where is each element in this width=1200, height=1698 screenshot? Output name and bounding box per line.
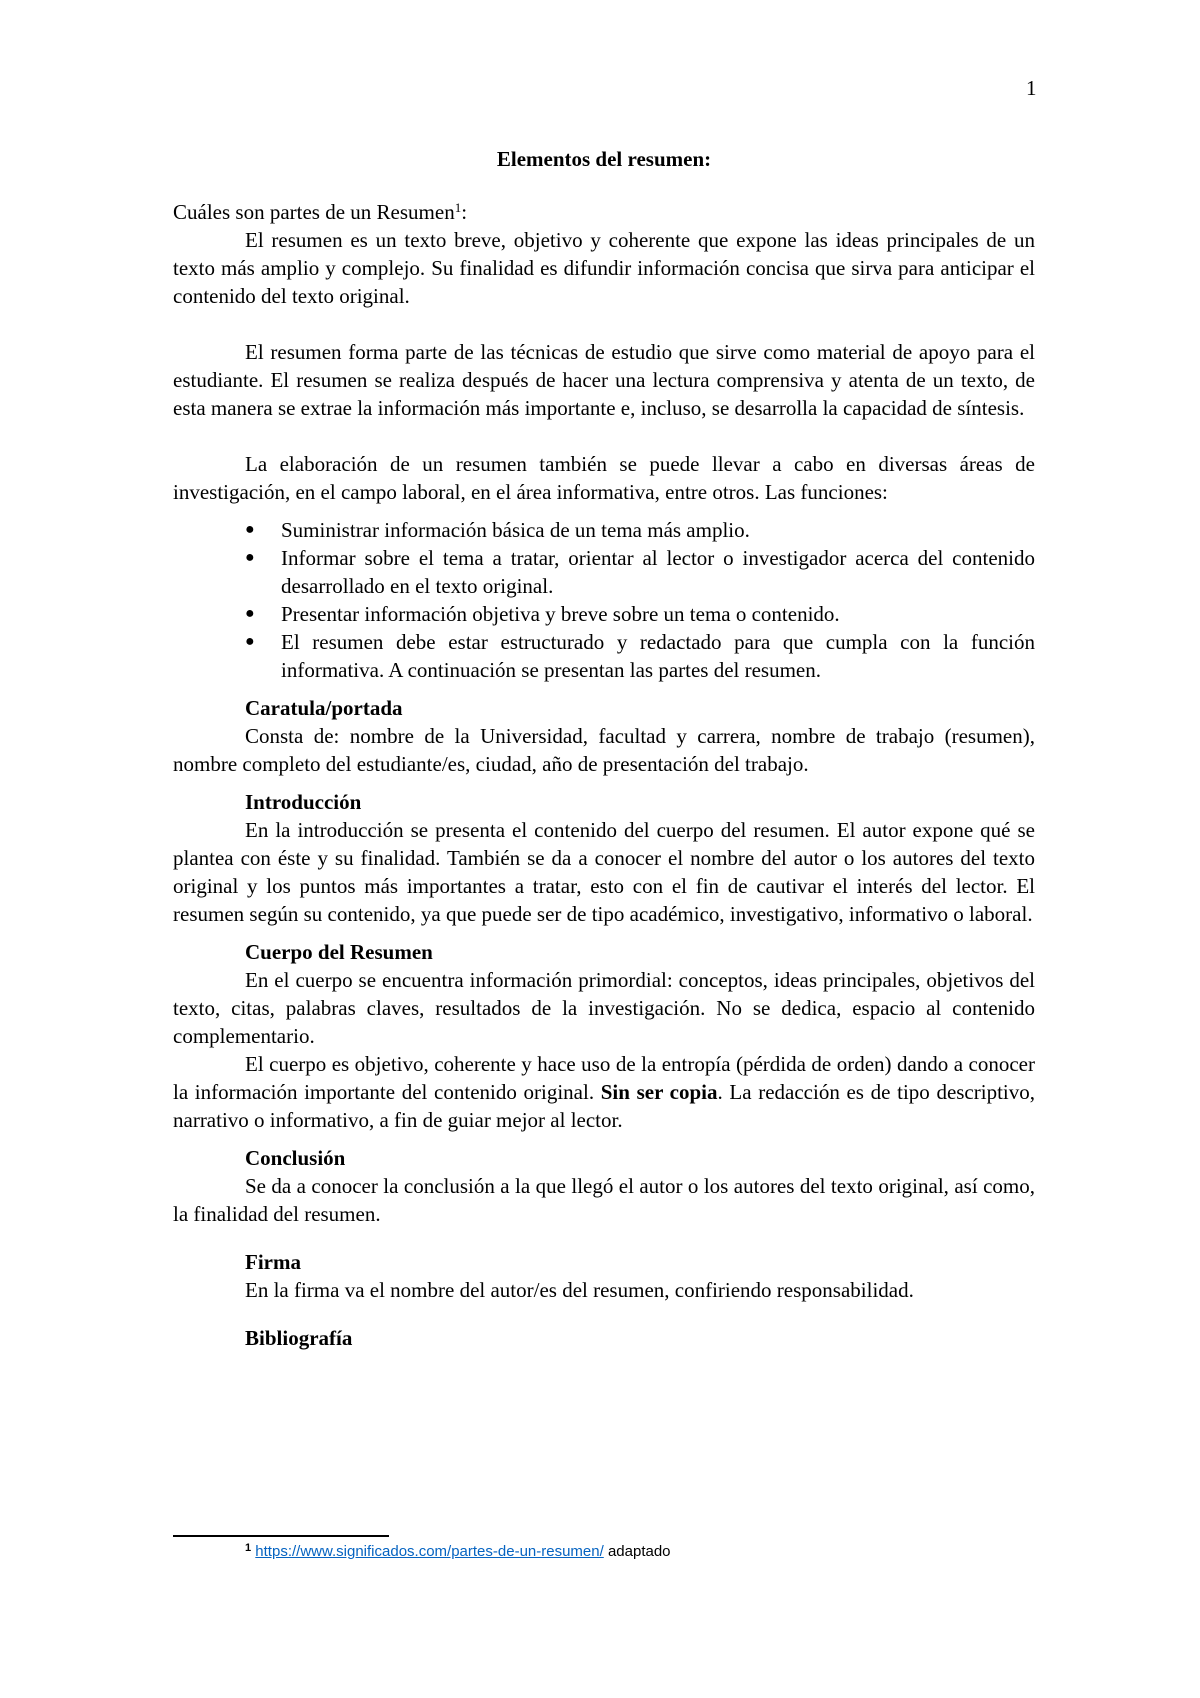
intro-question (173, 198, 1035, 226)
section-heading-cuerpo: Cuerpo del Resumen (245, 940, 433, 964)
footnote-suffix: adaptado (603, 1543, 671, 1560)
footnote-reference[interactable]: 1 (454, 200, 462, 215)
section-heading-introduccion: Introducción (245, 790, 362, 814)
footnote-separator (173, 1535, 389, 1537)
list-item-text: Suministrar información básica de un tema más amplio. (281, 518, 750, 542)
bullet-icon: ● (245, 605, 255, 622)
document-body (173, 145, 1035, 1352)
bullet-icon: ● (245, 549, 255, 566)
footnote (245, 1543, 671, 1560)
section-text-cuerpo-1: En el cuerpo se encuentra información primordial: conceptos, ideas principales, objetivos del texto, citas, palabras claves, resultados de la investigación. No se dedica, espacio al contenido complementario. (173, 968, 1035, 1048)
cuerpo-bold-emphasis: Sin ser copia (600, 1080, 718, 1104)
footnote-link[interactable]: https://www.significados.com/partes-de-un-resumen/ (255, 1543, 604, 1560)
footnote-marker: 1 (245, 1542, 252, 1554)
list-item (173, 628, 1035, 684)
section-heading-conclusion: Conclusión (245, 1146, 346, 1170)
cuerpo-text-part-a: El cuerpo es objetivo, coherente y hace uso de la entropía (pérdida de orden) dando a conocer la información importante del contenido original. (173, 1052, 1035, 1104)
section-text-introduccion: En la introducción se presenta el contenido del cuerpo del resumen. El autor expone qué se plantea con éste y su finalidad. También se da a conocer el nombre del autor o los autores del texto original y los puntos más importantes a tratar, esto con el fin de cautivar el interés del lector. El resumen según su contenido, ya que puede ser de tipo académico, investigativo, informativo o laboral. (173, 818, 1035, 926)
list-item (173, 516, 1035, 544)
list-item-text: Informar sobre el tema a tratar, orientar al lector o investigador acerca del contenido desarrollado en el texto original. (281, 546, 1035, 598)
intro-paragraph-2: El resumen forma parte de las técnicas de estudio que sirve como material de apoyo para el estudiante. El resumen se realiza después de hacer una lectura comprensiva y atenta de un texto, de esta manera se extrae la información más importante e, incluso, se desarrolla la capacidad de síntesis. (173, 340, 1035, 420)
bullet-icon: ● (245, 521, 255, 538)
section-text-cuerpo-2 (173, 1050, 1035, 1134)
section-heading-caratula: Caratula/portada (245, 696, 403, 720)
list-item (173, 600, 1035, 628)
document-title: Elementos del resumen: (496, 147, 712, 171)
section-text-conclusion: Se da a conocer la conclusión a la que llegó el autor o los autores del texto original, así como, la finalidad del resumen. (173, 1174, 1035, 1226)
section-heading-bibliografia: Bibliografía (245, 1326, 353, 1350)
bullet-icon: ● (245, 633, 255, 650)
section-text-caratula: Consta de: nombre de la Universidad, facultad y carrera, nombre de trabajo (resumen), nombre completo del estudiante/es, ciudad, año de presentación del trabajo. (173, 724, 1035, 776)
section-heading-firma: Firma (245, 1250, 301, 1274)
section-text-firma: En la firma va el nombre del autor/es del resumen, confiriendo responsabilidad. (245, 1278, 914, 1302)
list-item-text: Presentar información objetiva y breve sobre un tema o contenido. (281, 602, 840, 626)
intro-paragraph-3: La elaboración de un resumen también se puede llevar a cabo en diversas áreas de investigación, en el campo laboral, en el área informativa, entre otros. Las funciones: (173, 452, 1035, 504)
intro-question-end: : (461, 200, 468, 224)
intro-paragraph-1: El resumen es un texto breve, objetivo y coherente que expone las ideas principales de un texto más amplio y complejo. Su finalidad es difundir información concisa que sirva para anticipar el contenido del texto original. (173, 228, 1035, 308)
list-item-text: El resumen debe estar estructurado y redactado para que cumpla con la función informativa. A continuación se presentan las partes del resumen. (281, 630, 1035, 682)
page-number: 1 (1026, 76, 1037, 100)
list-item (173, 544, 1035, 600)
cuerpo-text-part-b: . La redacción es de tipo descriptivo, narrativo o informativo, a fin de guiar mejor al lector. (173, 1080, 1035, 1132)
functions-list (173, 516, 1035, 684)
intro-question-text: Cuáles son partes de un Resumen (173, 200, 455, 224)
